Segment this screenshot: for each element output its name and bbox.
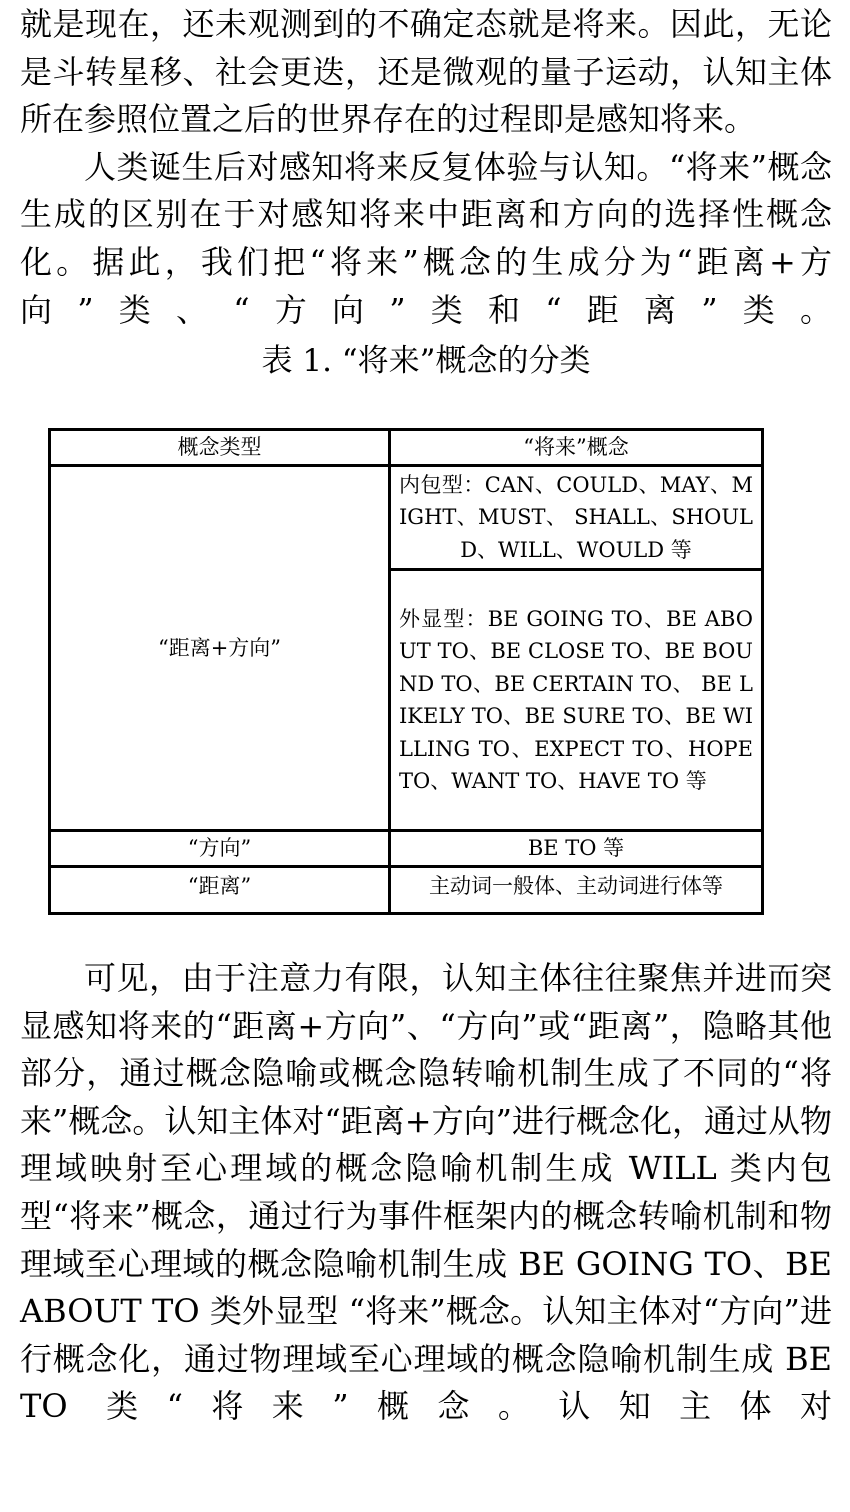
cell-direction-concept: BE TO 等: [390, 831, 763, 867]
row-type-distance-direction: “距离+方向”: [50, 465, 390, 831]
page-body-continued: [20, 955, 832, 1431]
table-header-row: [50, 430, 763, 466]
table-row: [50, 465, 763, 570]
header-future-concept: “将来”概念: [390, 430, 763, 466]
cell-inner-type: 内包型：CAN、COULD、MAY、MIGHT、MUST、 SHALL、SHOULD、WILL、WOULD 等: [390, 465, 763, 570]
table-row: [50, 831, 763, 867]
cell-distance-concept: 主动词一般体、主动词进行体等: [390, 866, 763, 913]
paragraph-2: 人类诞生后对感知将来反复体验与认知。“将来”概念生成的区别在于对感知将来中距离和方向的选择性概念化。据此，我们把“将来”概念的生成分为“距离+方向”类、“方向”类和“距离”类。: [20, 147, 832, 329]
table-row: [50, 866, 763, 913]
row-type-distance: “距离”: [50, 866, 390, 913]
table-caption: 表 1. “将来”概念的分类: [261, 343, 591, 380]
paragraph-3: 可见，由于注意力有限，认知主体往往聚焦并进而突显感知将来的“距离+方向”、“方向”或“距离”，隐略其他部分，通过概念隐喻或概念隐转喻机制生成了不同的“将来”概念。认知主体对“距离+方向”进行概念化，通过从物理域映射至心理域的概念隐喻机制生成 WILL 类内包型“将来”概念，通过行为事件框架内的概念转喻机制和物理域至心理域的概念隐喻机制生成 BE GOING TO、BE ABOUT TO 类外显型 “将来”概念。认知主体对“方向”进行概念化，通过物理域至心理域的概念隐喻机制生成 BE TO 类“将来”概念。认知主体对: [20, 959, 832, 1426]
page-body: [20, 0, 832, 386]
paragraph-top: 就是现在，还未观测到的不确定态就是将来。因此，无论是斗转星移、社会更迭，还是微观的量子运动，认知主体所在参照位置之后的世界存在的过程即是感知将来。: [20, 5, 832, 139]
classification-table: [48, 428, 764, 915]
header-concept-type: 概念类型: [50, 430, 390, 466]
cell-outer-type: 外显型：BE GOING TO、BE ABOUT TO、BE CLOSE TO、BE BOUND TO、BE CERTAIN TO、 BE LIKELY TO、BE SURE TO、BE WILLING TO、EXPECT TO、HOPE TO、WANT TO、HAVE TO 等: [390, 570, 763, 831]
row-type-direction: “方向”: [50, 831, 390, 867]
